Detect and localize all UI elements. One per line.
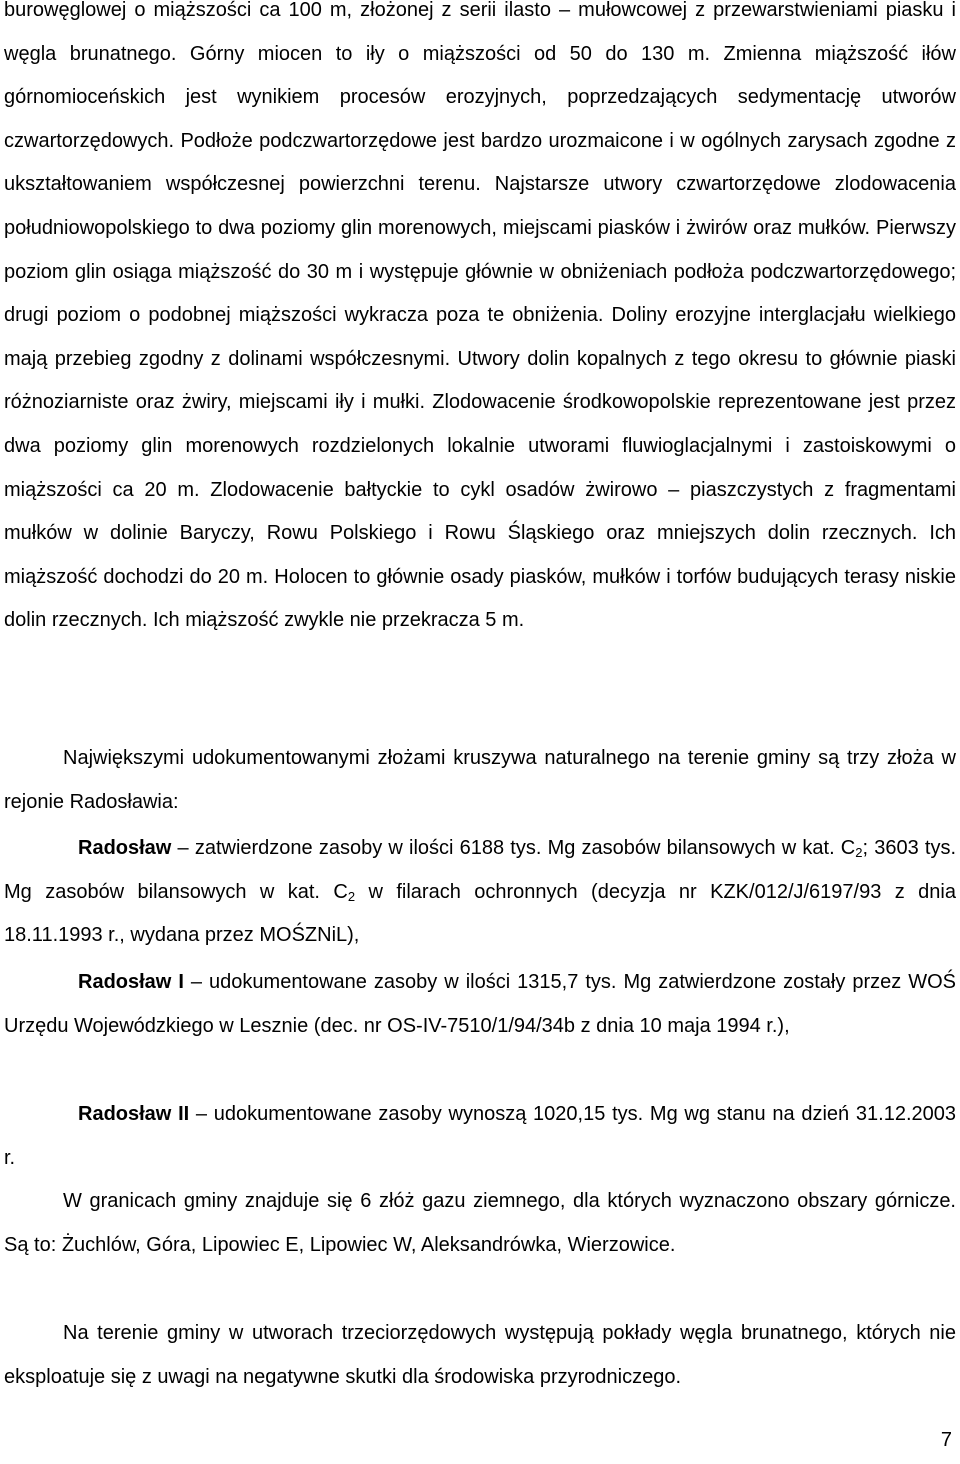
paragraph-text: Największymi udokumentowanymi złożami kruszywa naturalnego na terenie gminy są trzy złoża w rejonie Radosławia:	[4, 747, 956, 813]
deposit-radoslaw-1	[4, 961, 956, 1048]
paragraph-geology-1	[4, 0, 956, 643]
category-subscript: 2	[855, 845, 863, 860]
category-subscript: 2	[347, 888, 356, 904]
deposit-text: w filarach ochronnych (decyzja nr KZK/012/J/6197/93 z dnia 18.11.1993 r., wydana przez MOŚZNiL),	[4, 880, 956, 947]
paragraph-text: W granicach gminy znajduje się 6 złóż gazu ziemnego, dla których wyznaczono obszary górnicze. Są to: Żuchlów, Góra, Lipowiec E, Lipowiec W, Aleksandrówka, Wierzowice.	[4, 1190, 956, 1256]
deposit-text: – udokumentowane zasoby w ilości 1315,7 tys. Mg zatwierdzone zostały przez WOŚ Urzędu Wojewódzkiego w Lesznie (dec. nr OS-IV-7510/1/94/34b z dnia 10 maja 1994 r.),	[4, 971, 956, 1037]
deposit-text: ; 3603 tys. Mg zasobów bilansowych w kat. C	[4, 837, 956, 903]
deposit-name: Radosław I	[78, 971, 184, 993]
deposit-name: Radosław II	[78, 1103, 190, 1125]
page-number: 7	[940, 1429, 952, 1451]
deposit-text: – udokumentowane zasoby wynoszą 1020,15 tys. Mg wg stanu na dzień 31.12.2003 r.	[4, 1103, 956, 1169]
paragraph-gas-fields	[4, 1180, 956, 1267]
deposit-radoslaw-2	[4, 1093, 956, 1180]
deposit-name: Radosław	[78, 837, 172, 859]
paragraph-text: Na terenie gminy w utworach trzeciorzędowych występują pokłady węgla brunatnego, których nie eksploatuje się z uwagi na negatywne skutki dla środowiska przyrodniczego.	[4, 1322, 956, 1388]
paragraph-deposits-intro	[4, 737, 956, 824]
deposit-text: – zatwierdzone zasoby w ilości 6188 tys. Mg zasobów bilansowych w kat. C	[171, 837, 856, 859]
paragraph-lignite	[4, 1312, 956, 1399]
paragraph-text: burowęglowej o miąższości ca 100 m, złożonej z serii ilasto – mułowcowej z przewarstwieniami piasku i węgla brunatnego. Górny miocen to iły o miąższości od 50 do 130 m. Zmienna miąższość iłów górnomioceńskich jest wynikiem procesów erozyjnych, poprzedzających sedymentację utworów czwartorzędowych. Podłoże podczwartorzędowe jest bardzo urozmaicone i w ogólnych zarysach zgodne z ukształtowaniem współczesnej powierzchni terenu. Najstarsze utwory czwartorzędowe zlodowacenia południowopolskiego to dwa poziomy glin morenowych, miejscami piasków i żwirów oraz mułków. Pierwszy poziom glin osiąga miąższość do 30 m i występuje głównie w obniżeniach podłoża podczwartorzędowego; drugi poziom o podobnej miąższości wykracza poza te obniżenia. Doliny erozyjne interglacjału wielkiego mają przebieg zgodny z dolinami współczesnymi. Utwory dolin kopalnych z tego okresu to głównie piaski różnoziarniste oraz żwiry, miejscami iły i mułki. Zlodowacenie środkowopolskie reprezentowane jest przez dwa poziomy glin morenowych rozdzielonych lokalnie utworami fluwioglacjalnymi i zastoiskowymi o miąższości ca 20 m. Zlodowacenie bałtyckie to cykl osadów żwirowo – piaszczystych z fragmentami mułków w dolinie Baryczy, Rowu Polskiego i Rowu Śląskiego oraz mniejszych dolin rzecznych. Ich miąższość dochodzi do 20 m. Holocen to głównie osady piasków, mułków i torfów budujących terasy niskie dolin rzecznych. Ich miąższość zwykle nie przekracza 5 m.	[4, 0, 956, 632]
deposit-radoslaw	[4, 827, 956, 958]
